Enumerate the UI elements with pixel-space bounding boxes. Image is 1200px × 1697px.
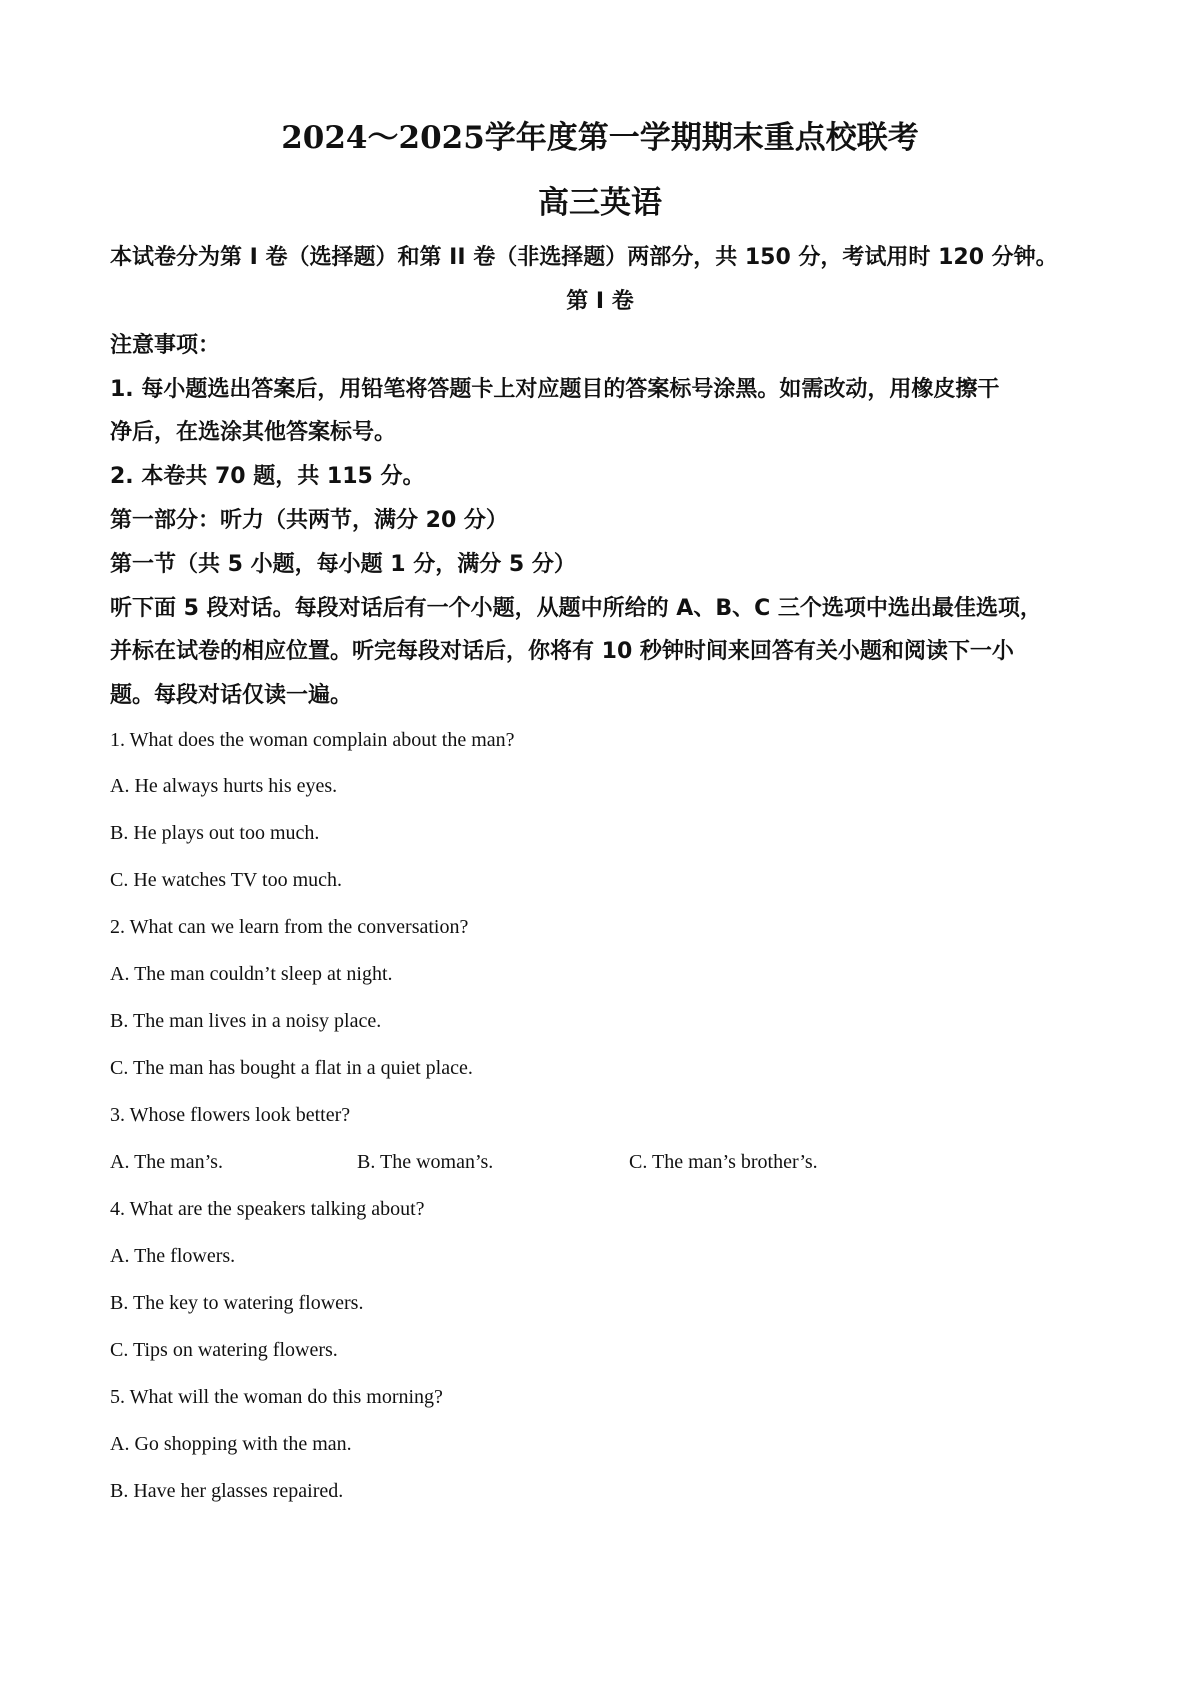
listening-instructions-line-3: 题。每段对话仅读一遍。 [110, 683, 353, 708]
answer-option: A. Go shopping with the man. [110, 1433, 352, 1455]
answer-option: C. The man has bought a flat in a quiet place. [110, 1057, 473, 1079]
exam-intro: 本试卷分为第 I 卷（选择题）和第 II 卷（非选择题）两部分，共 150 分，考试用时 120 分钟。 [110, 245, 1058, 270]
question-stem: 2. What can we learn from the conversation? [110, 916, 469, 938]
question-stem: 3. Whose flowers look better? [110, 1104, 351, 1126]
notes-heading: 注意事项： [110, 333, 221, 358]
volume-title: 第 I 卷 [566, 289, 634, 314]
answer-option: C. Tips on watering flowers. [110, 1339, 338, 1361]
note-item-1-line-1: 1. 每小题选出答案后，用铅笔将答题卡上对应题目的答案标号涂黑。如需改动，用橡皮擦干 [110, 377, 1000, 402]
question-stem: 1. What does the woman complain about the man? [110, 729, 515, 751]
exam-subject: 高三英语 [538, 185, 662, 221]
question-stem: 5. What will the woman do this morning? [110, 1386, 443, 1408]
note-item-1-line-2: 净后，在选涂其他答案标号。 [110, 420, 397, 445]
question-stem: 4. What are the speakers talking about? [110, 1198, 425, 1220]
answer-option: A. The man’s. [110, 1151, 223, 1173]
answer-option: B. He plays out too much. [110, 822, 320, 844]
note-item-2: 2. 本卷共 70 题，共 115 分。 [110, 464, 425, 489]
answer-option: A. The flowers. [110, 1245, 236, 1267]
answer-option: B. The man lives in a noisy place. [110, 1010, 382, 1032]
answer-option: C. He watches TV too much. [110, 869, 343, 891]
exam-title: 2024～2025学年度第一学期期末重点校联考 [281, 120, 919, 156]
answer-option: A. The man couldn’t sleep at night. [110, 963, 393, 985]
listening-instructions-line-2: 并标在试卷的相应位置。听完每段对话后，你将有 10 秒钟时间来回答有关小题和阅读下一小 [110, 639, 1014, 664]
answer-option: B. The key to watering flowers. [110, 1292, 364, 1314]
part-1-heading: 第一部分：听力（共两节，满分 20 分） [110, 508, 508, 533]
answer-option: A. He always hurts his eyes. [110, 775, 338, 797]
listening-instructions-line-1: 听下面 5 段对话。每段对话后有一个小题，从题中所给的 A、B、C 三个选项中选出最佳选项， [110, 596, 1042, 621]
answer-option: B. The woman’s. [357, 1151, 494, 1173]
answer-option: B. Have her glasses repaired. [110, 1480, 344, 1502]
section-1-heading: 第一节（共 5 小题，每小题 1 分，满分 5 分） [110, 552, 576, 577]
answer-option: C. The man’s brother’s. [629, 1151, 818, 1173]
